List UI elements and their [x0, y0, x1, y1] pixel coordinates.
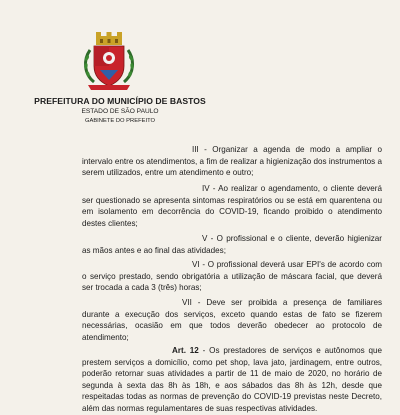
item-vii-paragraph: VII - Deve ser proibida a presença de familiares durante a execução dos serviços, exceto quando estas de fato se fizerem necessárias, ocasião em que todos deverão obedecer ao protocolo de atendimento; [82, 298, 382, 342]
coat-of-arms-icon [78, 30, 140, 92]
article-12-paragraph [82, 345, 382, 415]
office-name: GABINETE DO PREFEITO [84, 118, 156, 124]
item-iii-paragraph: III - Organizar a agenda de modo a ampliar o intervalo entre os atendimentos, a fim de realizar a higienização dos instrumentos a serem utilizados, entre um atendimento e outro; [82, 145, 382, 178]
item-iv-paragraph: IV - Ao realizar o agendamento, o cliente deverá ser questionado se apresenta sintomas respiratórios ou se está em quarentena ou em isolamento em decorrência do COVID-19, ficando proibido o atendimento destes clientes; [82, 184, 382, 228]
state-name: ESTADO DE SÃO PAULO [81, 108, 159, 115]
item-v-paragraph: V - O profissional e o cliente, deverão higienizar as mãos antes e ao final das atividades; [82, 234, 382, 255]
municipality-title: PREFEITURA DO MUNICÍPIO DE BASTOS [34, 96, 206, 106]
article-12-label: Art. 12 [172, 346, 199, 355]
article-12-text: - Os prestadores de serviços e autônomos que prestem serviços a domicílio, como pet shop, lava jato, jardinagem, entre outros, poderão retornar suas atividades a partir de 11 de maio de 2020, no horário de segunda à sexta das 8h às 18h, e aos sábados das 8h às 12h, desde que respeitadas todas as normas de prevenção do COVID-19 previstas neste Decreto, além das normas regulamentares de suas respectivas atividades. [82, 346, 382, 413]
item-vi-paragraph: VI - O profissional deverá usar EPI's de acordo com o serviço prestado, sendo obrigatória a utilização de máscara facial, que deverá ser trocada a cada 3 (três) horas; [82, 260, 382, 293]
